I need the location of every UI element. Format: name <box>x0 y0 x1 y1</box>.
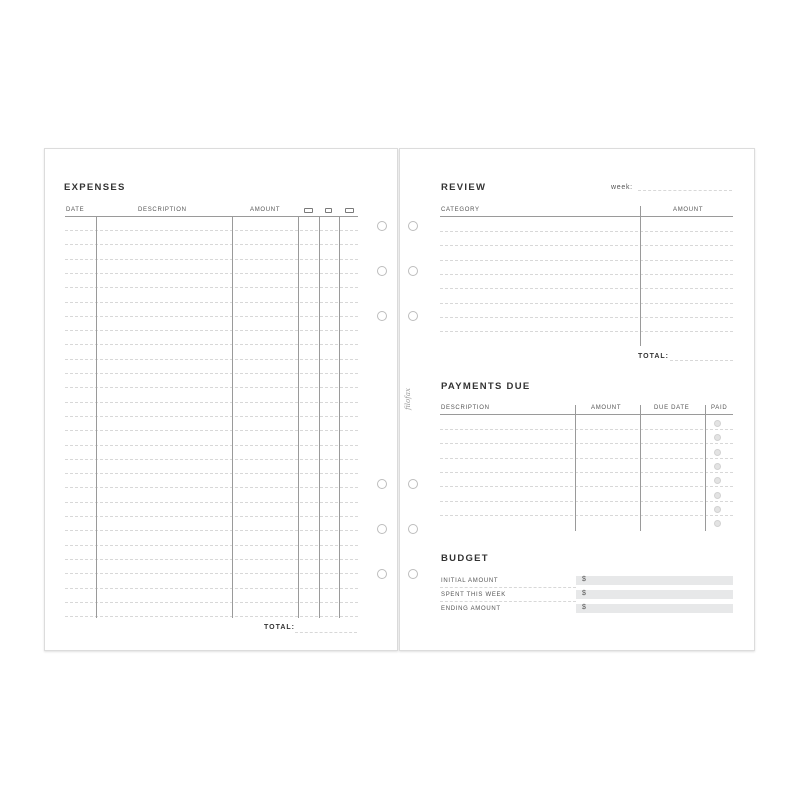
expenses-total-line[interactable] <box>295 632 357 633</box>
ruled-line[interactable] <box>65 287 358 288</box>
ruled-line[interactable] <box>440 515 733 516</box>
budget-row-rule <box>440 601 576 602</box>
ruled-line[interactable] <box>65 344 358 345</box>
expenses-divider-date <box>96 216 97 618</box>
payments-col-due-date: DUE DATE <box>654 405 690 411</box>
currency-symbol: $ <box>582 590 586 597</box>
binder-hole <box>408 221 418 231</box>
binder-hole <box>377 569 387 579</box>
ruled-line[interactable] <box>440 231 733 232</box>
paid-checkbox[interactable] <box>714 420 721 427</box>
payments-header-rule <box>440 414 733 415</box>
ruled-line[interactable] <box>440 317 733 318</box>
week-label: week: <box>611 184 633 191</box>
ruled-line[interactable] <box>65 545 358 546</box>
budget-ending-field[interactable] <box>576 604 733 613</box>
binder-hole <box>377 221 387 231</box>
ruled-line[interactable] <box>65 573 358 574</box>
binder-hole <box>377 524 387 534</box>
payments-col-amount: AMOUNT <box>591 405 622 411</box>
budget-spent-label: SPENT THIS WEEK <box>441 592 506 598</box>
ruled-line[interactable] <box>440 245 733 246</box>
ruled-line[interactable] <box>440 443 733 444</box>
expenses-total-label: TOTAL: <box>264 624 296 631</box>
cash-icon <box>304 208 313 213</box>
paid-checkbox[interactable] <box>714 463 721 470</box>
paid-checkbox[interactable] <box>714 492 721 499</box>
binder-hole <box>408 569 418 579</box>
binder-hole <box>408 266 418 276</box>
ruled-line[interactable] <box>440 303 733 304</box>
ruled-line[interactable] <box>65 445 358 446</box>
expenses-divider-cash <box>319 216 320 618</box>
ruled-line[interactable] <box>65 559 358 560</box>
currency-symbol: $ <box>582 604 586 611</box>
review-total-label: TOTAL: <box>638 353 670 360</box>
review-header-rule <box>440 216 733 217</box>
card-icon <box>325 208 332 213</box>
expenses-divider-card <box>339 216 340 618</box>
binder-hole <box>377 266 387 276</box>
ruled-line[interactable] <box>65 316 358 317</box>
ruled-line[interactable] <box>65 273 358 274</box>
ruled-line[interactable] <box>440 429 733 430</box>
payments-divider-amount <box>640 405 641 531</box>
expenses-col-amount: AMOUNT <box>250 207 281 213</box>
ruled-line[interactable] <box>65 430 358 431</box>
review-col-category: CATEGORY <box>441 207 480 213</box>
payments-col-paid: PAID <box>711 405 728 411</box>
ruled-line[interactable] <box>440 331 733 332</box>
binder-hole <box>408 479 418 489</box>
ruled-line[interactable] <box>65 359 358 360</box>
payments-divider-due-date <box>705 405 706 531</box>
ruled-line[interactable] <box>440 501 733 502</box>
week-input-line[interactable] <box>638 190 732 191</box>
paid-checkbox[interactable] <box>714 506 721 513</box>
ruled-line[interactable] <box>65 244 358 245</box>
ruled-line[interactable] <box>65 602 358 603</box>
expenses-divider-amount <box>298 216 299 618</box>
budget-spent-field[interactable] <box>576 590 733 599</box>
ruled-line[interactable] <box>65 402 358 403</box>
paid-checkbox[interactable] <box>714 434 721 441</box>
review-total-line[interactable] <box>670 360 733 361</box>
ruled-line[interactable] <box>65 473 358 474</box>
ruled-line[interactable] <box>440 260 733 261</box>
binder-hole <box>408 524 418 534</box>
budget-initial-label: INITIAL AMOUNT <box>441 578 499 584</box>
ruled-line[interactable] <box>440 472 733 473</box>
paid-checkbox[interactable] <box>714 449 721 456</box>
ruled-line[interactable] <box>65 373 358 374</box>
review-divider <box>640 206 641 346</box>
brand-logo: filofax <box>403 388 412 410</box>
review-col-amount: AMOUNT <box>673 207 704 213</box>
ruled-line[interactable] <box>65 330 358 331</box>
ruled-line[interactable] <box>65 416 358 417</box>
ruled-line[interactable] <box>65 516 358 517</box>
binder-hole <box>377 311 387 321</box>
ruled-line[interactable] <box>65 387 358 388</box>
ruled-line[interactable] <box>65 259 358 260</box>
ruled-line[interactable] <box>65 502 358 503</box>
paid-checkbox[interactable] <box>714 520 721 527</box>
expenses-header-rule <box>65 216 358 217</box>
ruled-line[interactable] <box>440 486 733 487</box>
ruled-line[interactable] <box>65 616 358 617</box>
budget-ending-label: ENDING AMOUNT <box>441 606 501 612</box>
budget-initial-field[interactable] <box>576 576 733 585</box>
expenses-page <box>44 148 398 651</box>
expenses-divider-description <box>232 216 233 618</box>
review-page <box>399 148 755 651</box>
ruled-line[interactable] <box>65 588 358 589</box>
budget-title: BUDGET <box>441 553 489 564</box>
expenses-title: EXPENSES <box>64 182 126 193</box>
ruled-line[interactable] <box>65 230 358 231</box>
expenses-col-description: DESCRIPTION <box>138 207 187 213</box>
expenses-col-date: DATE <box>66 207 85 213</box>
currency-symbol: $ <box>582 576 586 583</box>
receipt-icon <box>345 208 354 213</box>
payments-divider-description <box>575 405 576 531</box>
binder-hole <box>377 479 387 489</box>
ruled-line[interactable] <box>440 274 733 275</box>
ruled-line[interactable] <box>65 487 358 488</box>
ruled-line[interactable] <box>440 288 733 289</box>
ruled-line[interactable] <box>65 459 358 460</box>
review-title: REVIEW <box>441 182 487 193</box>
budget-row-rule <box>440 587 576 588</box>
ruled-line[interactable] <box>65 530 358 531</box>
binder-hole <box>408 311 418 321</box>
ruled-line[interactable] <box>440 458 733 459</box>
payments-col-description: DESCRIPTION <box>441 405 490 411</box>
paid-checkbox[interactable] <box>714 477 721 484</box>
payments-due-title: PAYMENTS DUE <box>441 381 531 392</box>
ruled-line[interactable] <box>65 302 358 303</box>
